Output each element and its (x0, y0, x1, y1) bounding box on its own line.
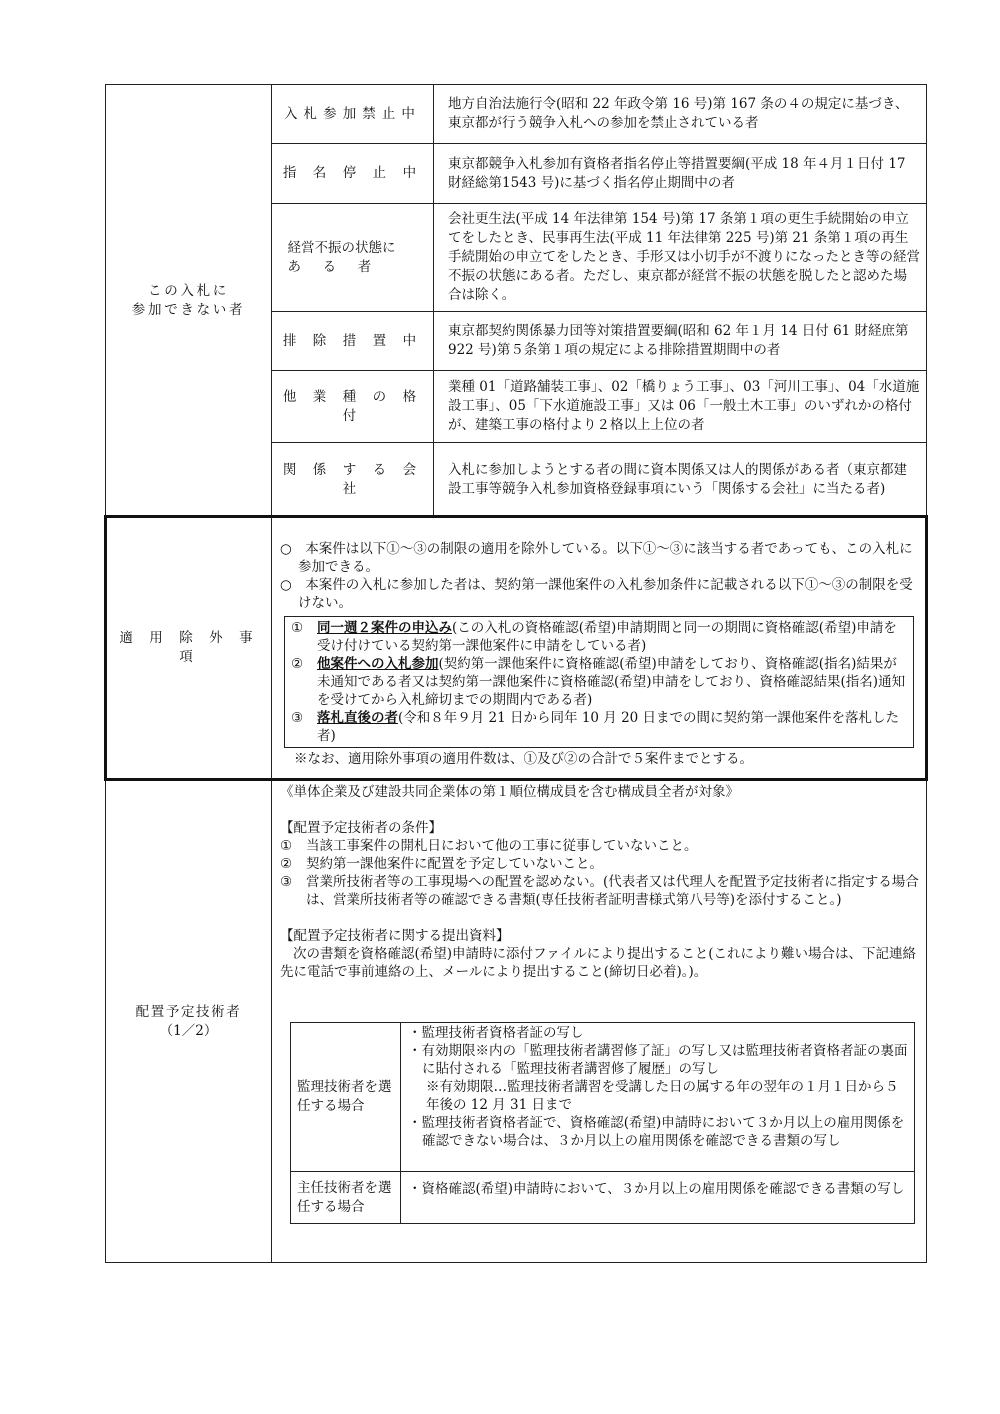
tech-content (280, 783, 920, 981)
tech-condition-number: ③ (280, 874, 293, 890)
tech-condition-number: ① (280, 838, 293, 854)
tech-condition-text: 営業所技術者等の工事現場への配置を認めない。(代表者又は代理人を配置予定技術者に指定する場合は、営業所技術者等の確認できる書類(専任技術者証明書様式第八号等)を添付すること。) (306, 874, 919, 908)
row-text-bid-ban: 地方自治法施行令(昭和 22 年政令第 16 号)第 167 条の４の規定に基づき、東京都が行う競争入札への参加を禁止されている者 (448, 96, 909, 131)
exclusion-item-1 (291, 619, 907, 655)
exclusion-paragraph-2: ○ 本案件の入札に参加した者は、契約第一課他案件の入札参加条件に記載される以下①～③の制限を受けない。 (280, 577, 913, 611)
exclusion-item-body (317, 709, 907, 745)
exclusion-item-body (317, 655, 907, 709)
tech-docs-heading: 【配置予定技術者に関する提出資料】 (280, 928, 510, 944)
tech-label-sub: （1／2） (159, 1023, 218, 1039)
tech-docs-text: 次の書類を資格確認(希望)申請時に添付ファイルにより提出すること(これにより難い場合は、下記連絡先に電話で事前連絡の上、メールにより提出すること(締切日必着)。)。 (280, 946, 917, 980)
tech-table-item-note: ※有効期限…監理技術者講習を受講した日の属する年の翌年の１月１日から５年後の 12 月 31 日まで (426, 1079, 899, 1113)
row-label-suspension: 指 名 停 止 中 (282, 165, 423, 181)
row-label-distress-line1: 経営不振の状態に (287, 239, 396, 256)
exclusion-item-title: 他案件への入札参加 (317, 656, 439, 672)
disqualified-label: この入札に 参加できない者 (131, 282, 246, 318)
tech-condition-number: ② (280, 856, 293, 872)
exclusion-item-body (317, 619, 907, 655)
row-label-distress (272, 204, 433, 311)
row-label-bid-ban: 入札参加禁止中 (283, 105, 422, 122)
exclusion-divider (271, 517, 272, 779)
exclusion-item-2 (291, 655, 907, 709)
exclusion-item-text: (この入札の資格確認(希望)申請期間と同一の期間に資格確認(希望)申請を受け付けている契約第一課他案件に申請をしている者) (317, 620, 897, 654)
row-label-related-company: 関 係 す る 会 社 (282, 461, 423, 497)
exclusion-items-box (284, 616, 914, 748)
row-text-other-rating: 業種 01「道路舗装工事」、02「橋りょう工事」、03「河川工事」、04「水道施設工事」、05「下水道施設工事」又は 06「一般土木工事」のいずれかの格付が、建築工事の格付より２格以上上位の者 (448, 379, 920, 433)
tech-condition-2 (280, 855, 920, 873)
tech-table-item: ・監理技術者資格者証で、資格確認(希望)申請時において３か月以上の雇用関係を確認できない場合は、３か月以上の雇用関係を確認できる書類の写し (408, 1115, 905, 1149)
tech-condition-3 (280, 873, 920, 909)
row-text-exclusion-measure: 東京都契約関係暴力団等対策措置要綱(昭和 62 年１月 14 日付 61 財経庶第 922 号)第５条第１項の規定による排除措置期間中の者 (448, 323, 909, 358)
exclusion-label: 適 用 除 外 事 項 (119, 630, 259, 665)
tech-condition-text: 契約第一課他案件に配置を予定していないこと。 (306, 856, 603, 872)
tech-table-item: ・監理技術者資格者証の写し (408, 1025, 584, 1041)
exclusion-content (280, 540, 920, 768)
exclusion-item-title: 落札直後の者 (317, 710, 398, 726)
tech-table-items-chief (408, 1180, 908, 1198)
row-text-suspension: 東京都競争入札参加有資格者指名停止等措置要綱(平成 18 年４月１日付 17 財経総第1543 号)に基づく指名停止期間中の者 (448, 155, 906, 191)
tech-conditions-heading: 【配置予定技術者の条件】 (280, 820, 442, 836)
tech-label-title: 配置予定技術者 (135, 1004, 242, 1020)
tech-label (106, 782, 271, 1262)
exclusion-item-number: ② (291, 656, 304, 672)
tech-table-item: ・資格確認(希望)申請時において、３か月以上の雇用関係を確認できる書類の写し (408, 1181, 905, 1197)
exclusion-item-3 (291, 709, 907, 745)
row-label-exclusion-measure: 排 除 措 置 中 (282, 332, 423, 349)
row-text-distress: 会社更生法(平成 14 年法律第 154 号)第 17 条第１項の更生手続開始の申立てをしたとき、民事再生法(平成 11 年法律第 225 号)第 21 条第１項の再生手続開始の申立てをしたとき、手形又は小切手が不渡りになったとき等の経営不振の状態にある者。ただし、東京都が経営不振の状態を脱したと認めた場合は除く。 (448, 211, 920, 303)
tech-table-item: ・有効期限※内の「監理技術者講習修了証」の写し又は監理技術者資格者証の裏面に貼付される「監理技術者講習修了履歴」の写し (408, 1043, 908, 1077)
exclusion-item-title: 同一週２案件の申込み (317, 620, 452, 636)
row-label-other-rating: 他 業 種 の 格 付 (282, 388, 423, 424)
tech-table-label-chief: 主任技術者を選任する場合 (297, 1180, 392, 1215)
exclusion-note: ※なお、適用除外事項の適用件数は、①及び②の合計で５案件までとする。 (294, 751, 753, 767)
tech-table-items-supervising (408, 1024, 908, 1150)
tech-table-label-supervising: 監理技術者を選任する場合 (297, 1079, 392, 1114)
tech-condition-1 (280, 837, 920, 855)
row-text-related-company: 入札に参加しようとする者の間に資本関係又は人的関係がある者（東京都建設工事等競争入札参加資格登録事項にいう「関係する会社」に当たる者) (448, 461, 907, 497)
exclusion-item-text: (契約第一課他案件に資格確認(希望)申請をしており、資格確認(指名)結果が未通知である者又は契約第一課他案件に資格確認(希望)申請をしており、資格確認結果(指名)通知を受けてから入札締切までの期間内である者) (317, 656, 906, 708)
row-label-distress-line2: あ る 者 (287, 258, 376, 275)
exclusion-item-text: (令和８年９月 21 日から同年 10 月 20 日までの間に契約第一課他案件を落札した者) (317, 710, 900, 744)
tech-scope: 《単体企業及び建設共同企業体の第１順位構成員を含む構成員全者が対象》 (280, 784, 739, 800)
tech-condition-text: 当該工事案件の開札日において他の工事に従事していないこと。 (306, 838, 698, 854)
exclusion-paragraph-1: ○ 本案件は以下①～③の制限の適用を除外している。以下①～③に該当する者であっても、この入札に参加できる。 (280, 541, 913, 575)
exclusion-item-number: ① (291, 620, 304, 636)
exclusion-item-number: ③ (291, 710, 304, 726)
tech-table-divider (400, 1022, 401, 1224)
outer-bottom-border (105, 1262, 927, 1263)
